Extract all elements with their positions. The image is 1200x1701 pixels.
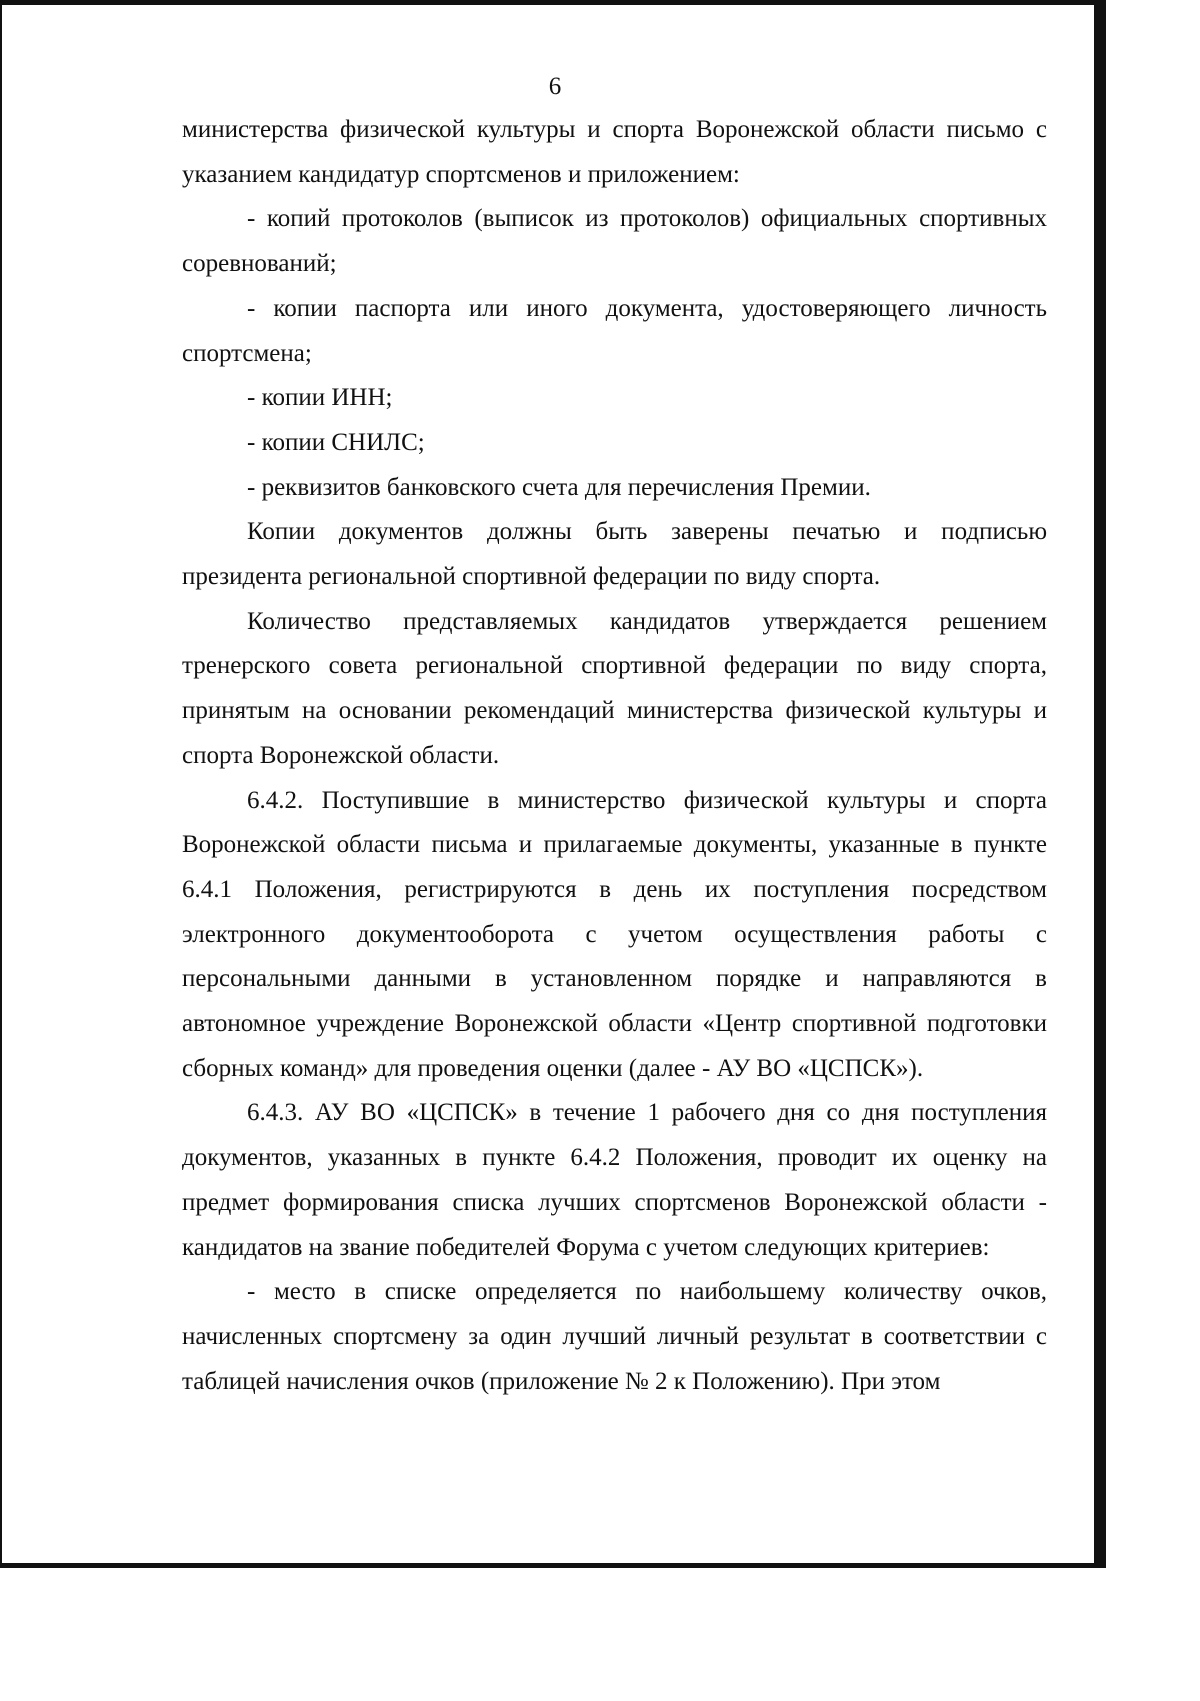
list-item-bank-details: - реквизитов банковского счета для перечисления Премии. bbox=[247, 473, 871, 501]
paragraph-continuation: министерства физической культуры и спорта Воронежской области письмо с указанием кандидатур спортсменов и приложением: bbox=[182, 116, 1047, 188]
page-number: 6 bbox=[548, 73, 562, 100]
list-item-inn: - копии ИНН; bbox=[247, 384, 393, 412]
paragraph-certification: Копии документов должны быть заверены печатью и подписью президента региональной спортивной федерации по виду спорта. bbox=[182, 518, 1047, 591]
document-body bbox=[182, 108, 1047, 1404]
paragraph-6-4-3: 6.4.3. АУ ВО «ЦСПСК» в течение 1 рабочего дня со дня поступления документов, указанных в пункте 6.4.2 Положения, проводит их оценку на предмет формирования списка лучших спортсменов Воронежской области - кандидатов на звание победителей Форума с учетом следующих критериев: bbox=[182, 1099, 1047, 1261]
list-item-snils: - копии СНИЛС; bbox=[247, 428, 425, 456]
list-item-ranking: - место в списке определяется по наибольшему количеству очков, начисленных спортсмену за один лучший личный результат в соответствии с таблицей начисления очков (приложение № 2 к Положению). При этом bbox=[182, 1278, 1047, 1395]
paragraph-candidates-count: Количество представляемых кандидатов утверждается решением тренерского совета региональной спортивной федерации по виду спорта, принятым на основании рекомендаций министерства физической культуры и спорта Воронежской области. bbox=[182, 607, 1047, 769]
paragraph-6-4-2: 6.4.2. Поступившие в министерство физической культуры и спорта Воронежской области письма и прилагаемые документы, указанные в пункте 6.4.1 Положения, регистрируются в день их поступления посредством электронного документооборота с учетом осуществления работы с персональными данными в установленном порядке и направляются в автономное учреждение Воронежской области «Центр спортивной подготовки сборных команд» для проведения оценки (далее - АУ ВО «ЦСПСК»). bbox=[182, 786, 1047, 1082]
list-item-protocols: - копий протоколов (выписок из протоколов) официальных спортивных соревнований; bbox=[182, 205, 1047, 278]
list-item-passport: - копии паспорта или иного документа, удостоверяющего личность спортсмена; bbox=[182, 294, 1047, 367]
